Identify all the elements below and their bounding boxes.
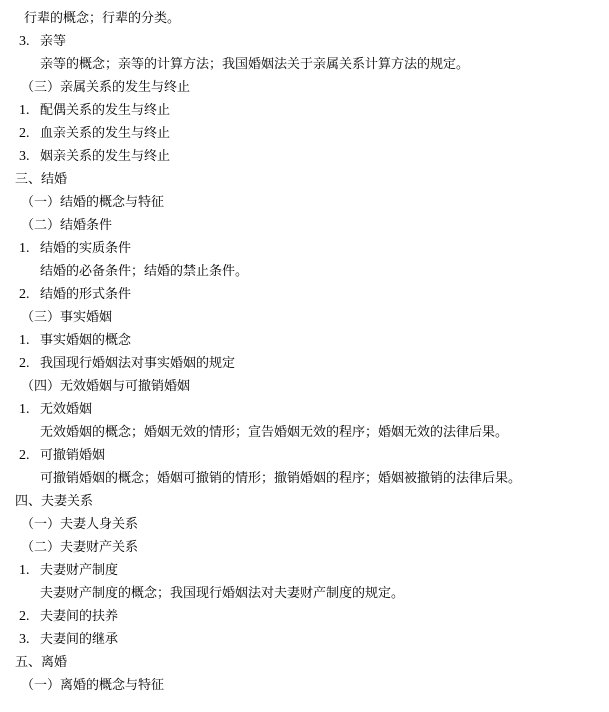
numbered-item (0, 329, 609, 352)
numbered-item (0, 628, 609, 651)
numbered-item (0, 122, 609, 145)
line-text: 无效婚姻 (40, 402, 93, 417)
body-text (0, 260, 609, 283)
line-text: 夫妻财产制度 (40, 563, 119, 578)
item-number: 1. (19, 333, 30, 348)
item-number: 1. (19, 402, 30, 417)
line-text: 姻亲关系的发生与终止 (40, 149, 171, 164)
item-number: 1. (19, 103, 30, 118)
line-text: （四）无效婚姻与可撤销婚姻 (21, 379, 191, 394)
line-text: 四、夫妻关系 (15, 494, 94, 509)
item-number: 1. (19, 241, 30, 256)
item-number: 2. (19, 126, 30, 141)
line-text: 结婚的实质条件 (40, 241, 132, 256)
line-text: 血亲关系的发生与终止 (40, 126, 171, 141)
line-text: 事实婚姻的概念 (40, 333, 132, 348)
numbered-item (0, 99, 609, 122)
body-text (0, 53, 609, 76)
subsection-heading (0, 674, 609, 697)
item-number: 3. (19, 34, 30, 49)
numbered-item (0, 444, 609, 467)
item-number: 2. (19, 609, 30, 624)
subsection-heading (0, 375, 609, 398)
subsection-heading (0, 191, 609, 214)
numbered-item (0, 352, 609, 375)
subsection-heading (0, 306, 609, 329)
line-text: （一）离婚的概念与特征 (21, 678, 165, 693)
line-text: 五、离婚 (15, 655, 68, 670)
item-number: 2. (19, 356, 30, 371)
line-text: 夫妻财产制度的概念；我国现行婚姻法对夫妻财产制度的规定。 (40, 586, 405, 601)
body-text (0, 467, 609, 490)
line-text: 结婚的形式条件 (40, 287, 132, 302)
line-text: 夫妻间的扶养 (40, 609, 119, 624)
document-body (0, 7, 609, 697)
line-text: 结婚的必备条件；结婚的禁止条件。 (40, 264, 249, 279)
line-text: 可撤销婚姻的概念；婚姻可撤销的情形；撤销婚姻的程序；婚姻被撤销的法律后果。 (40, 471, 522, 486)
subsection-heading (0, 536, 609, 559)
line-text: 亲等 (40, 34, 67, 49)
numbered-item (0, 605, 609, 628)
section-heading (0, 168, 609, 191)
item-number: 2. (19, 448, 30, 463)
line-text: 可撤销婚姻 (40, 448, 106, 463)
numbered-item (0, 283, 609, 306)
body-text (0, 582, 609, 605)
line-text: （二）结婚条件 (21, 218, 113, 233)
numbered-item (0, 30, 609, 53)
line-text: （一）结婚的概念与特征 (21, 195, 165, 210)
line-text: （三）亲属关系的发生与终止 (21, 80, 191, 95)
item-number: 3. (19, 149, 30, 164)
line-text: 亲等的概念；亲等的计算方法；我国婚姻法关于亲属关系计算方法的规定。 (40, 57, 470, 72)
item-number: 1. (19, 563, 30, 578)
line-text: （三）事实婚姻 (21, 310, 113, 325)
line-text: 配偶关系的发生与终止 (40, 103, 171, 118)
subsection-heading (0, 214, 609, 237)
body-text (0, 421, 609, 444)
numbered-item (0, 398, 609, 421)
subsection-heading (0, 513, 609, 536)
line-text: 我国现行婚姻法对事实婚姻的规定 (40, 356, 236, 371)
line-text: （二）夫妻财产关系 (21, 540, 139, 555)
body-text (0, 7, 609, 30)
line-text: 夫妻间的继承 (40, 632, 119, 647)
section-heading (0, 651, 609, 674)
item-number: 3. (19, 632, 30, 647)
numbered-item (0, 559, 609, 582)
line-text: 三、结婚 (15, 172, 68, 187)
section-heading (0, 490, 609, 513)
numbered-item (0, 145, 609, 168)
line-text: 无效婚姻的概念；婚姻无效的情形；宣告婚姻无效的程序；婚姻无效的法律后果。 (40, 425, 509, 440)
line-text: （一）夫妻人身关系 (21, 517, 139, 532)
line-text: 行辈的概念；行辈的分类。 (24, 11, 181, 26)
numbered-item (0, 237, 609, 260)
subsection-heading (0, 76, 609, 99)
item-number: 2. (19, 287, 30, 302)
